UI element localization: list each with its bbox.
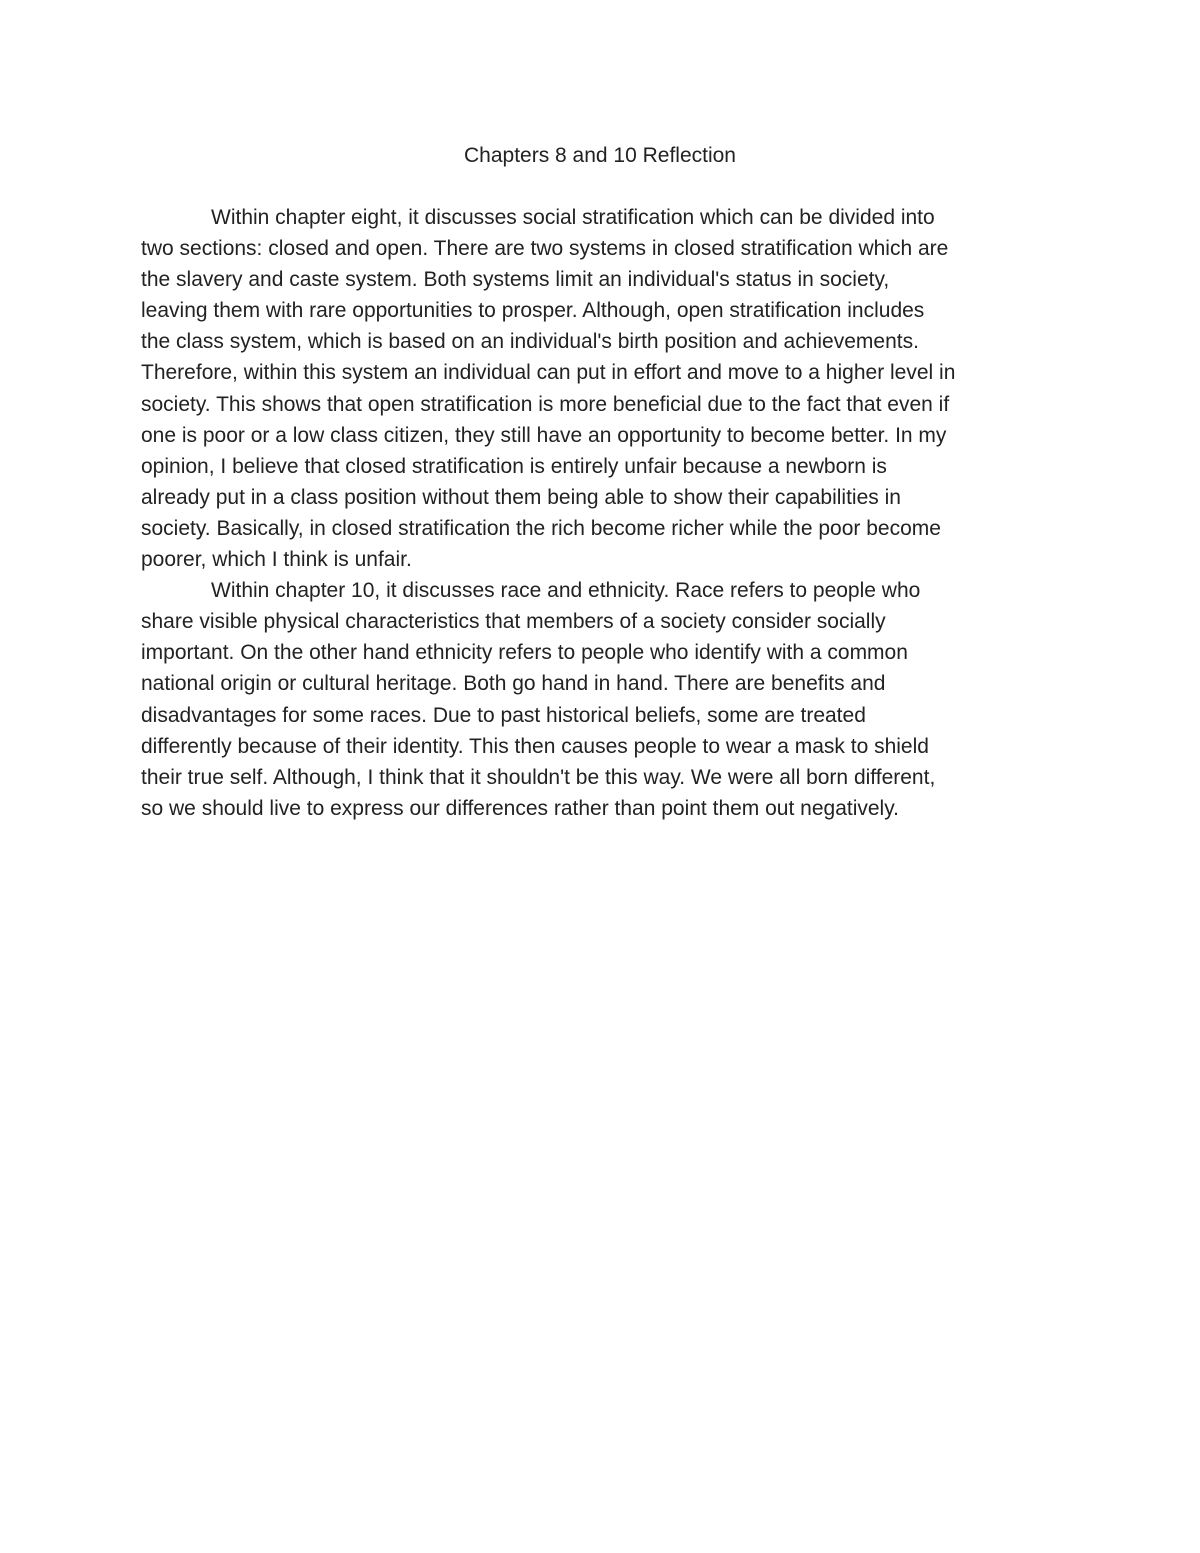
text-line: their true self. Although, I think that it shouldn't be this way. We were all born different, — [141, 765, 936, 789]
paragraph-chapter-10 — [141, 575, 1061, 824]
text-line: so we should live to express our differences rather than point them out negatively. — [141, 796, 899, 820]
document-title: Chapters 8 and 10 Reflection — [463, 144, 736, 167]
text-line: society. This shows that open stratification is more beneficial due to the fact that even if — [141, 392, 950, 416]
document-body — [141, 202, 1061, 824]
text-line: Within chapter eight, it discusses social stratification which can be divided into — [211, 206, 935, 229]
text-line: share visible physical characteristics that members of a society consider socially — [141, 610, 886, 634]
text-line: one is poor or a low class citizen, they still have an opportunity to become better. In my — [141, 423, 947, 447]
text-line: poorer, which I think is unfair. — [141, 548, 412, 572]
text-line: already put in a class position without them being able to show their capabilities in — [141, 485, 901, 509]
text-line: the class system, which is based on an individual's birth position and achievements. — [141, 330, 919, 354]
text-line: disadvantages for some races. Due to past historical beliefs, some are treated — [141, 703, 866, 727]
text-line: opinion, I believe that closed stratification is entirely unfair because a newborn is — [141, 454, 887, 478]
text-line: Therefore, within this system an individual can put in effort and move to a higher level in — [141, 361, 956, 385]
text-line: important. On the other hand ethnicity refers to people who identify with a common — [141, 641, 908, 665]
text-line: two sections: closed and open. There are two systems in closed stratification which are — [141, 237, 949, 261]
paragraph-chapter-8 — [141, 202, 1061, 575]
text-line: Within chapter 10, it discusses race and ethnicity. Race refers to people who — [211, 579, 921, 603]
text-line: leaving them with rare opportunities to prosper. Although, open stratification includes — [141, 299, 925, 323]
text-line: the slavery and caste system. Both systems limit an individual's status in society, — [141, 268, 890, 292]
text-line: differently because of their identity. This then causes people to wear a mask to shield — [141, 734, 929, 758]
text-line: national origin or cultural heritage. Both go hand in hand. There are benefits and — [141, 672, 886, 696]
text-line: society. Basically, in closed stratification the rich become richer while the poor become — [141, 516, 941, 540]
